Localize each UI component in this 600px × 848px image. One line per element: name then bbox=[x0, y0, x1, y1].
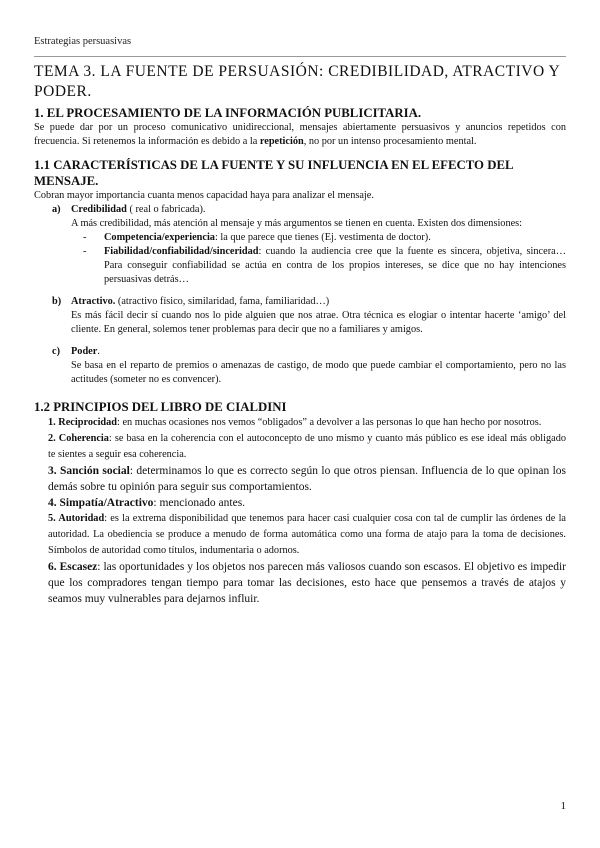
principle-item-coherencia bbox=[48, 431, 566, 463]
principle-title: Escasez bbox=[59, 561, 98, 573]
principle-text: : en muchas ocasiones nos vemos “obligados” a devolver a las personas lo que han hecho por nosotros. bbox=[117, 417, 542, 428]
list-item-title-line bbox=[71, 295, 566, 309]
dash-marker: - bbox=[83, 232, 87, 243]
list-item-title: Poder bbox=[71, 346, 98, 357]
page-title: TEMA 3. LA FUENTE DE PERSUASIÓN: CREDIBILIDAD, ATRACTIVO Y PODER. bbox=[34, 63, 560, 100]
section-1-1-heading: 1.1 CARACTERÍSTICAS DE LA FUENTE Y SU INFLUENCIA EN EL EFECTO DEL MENSAJE. bbox=[34, 158, 513, 188]
dash-item-title: Competencia/experiencia bbox=[104, 232, 215, 243]
dash-item-desc: : cuando la audiencia cree que la fuente es sincera, objetiva, sincera… Para conseguir confiabilidad se actúa en contra de los propios intereses, se dice que no hay intenciones persuasivas detrás… bbox=[104, 246, 566, 285]
list-item-title-line bbox=[71, 345, 566, 359]
list-item-title: Credibilidad bbox=[71, 204, 127, 215]
principle-title: Reciprocidad bbox=[58, 417, 118, 428]
principle-title: Sanción social bbox=[60, 465, 130, 477]
principle-text: : es la extrema disponibilidad que tenemos para hacer casi cualquier cosa con tal de cumplir las órdenes de la autoridad. La obediencia se produce a menudo de forma automática como una forma de atajo para la toma de decisiones. Símbolos de autoridad como títulos, indumentaria o adornos. bbox=[48, 513, 567, 556]
list-item-title: Atractivo. bbox=[71, 296, 116, 307]
dash-item-text bbox=[104, 245, 566, 287]
principle-item-reciprocidad bbox=[48, 415, 566, 431]
dash-marker: - bbox=[83, 246, 87, 257]
section-1-paragraph bbox=[34, 121, 566, 149]
principle-item-simpatia bbox=[48, 495, 566, 511]
dash-item-desc: : la que parece que tienes (Ej. vestimenta de doctor). bbox=[214, 232, 431, 243]
page-number: 1 bbox=[560, 800, 566, 812]
section-1-1-intro: Cobran mayor importancia cuanta menos capacidad haya para analizar el mensaje. bbox=[34, 190, 374, 201]
list-item-credibilidad bbox=[34, 203, 566, 217]
section-1-2-heading: 1.2 PRINCIPIOS DEL LIBRO DE CIALDINI bbox=[34, 400, 287, 414]
dash-item-text bbox=[104, 231, 566, 245]
principle-title: Coherencia bbox=[58, 433, 109, 444]
header-rule bbox=[34, 56, 566, 57]
principle-text: : las oportunidades y los objetos nos parecen más valiosos cuando son escasos. El objetivo es impedir que los compradores tengan tiempo para tomar las decisiones, esto hace que pensemos a través de atajos y seamos muy vulnerables para dejarnos influir. bbox=[48, 561, 566, 605]
list-item-note: . bbox=[97, 346, 100, 357]
list-item-poder bbox=[34, 345, 566, 359]
principle-title: Autoridad bbox=[58, 513, 105, 524]
principle-text: : se basa en la coherencia con el autoconcepto de uno mismo y cuanto más público es ese ideal más obligado te sientes a seguir esa coherencia. bbox=[48, 433, 566, 460]
list-item-title-line bbox=[71, 203, 566, 217]
list-item-note: (atractivo físico, similaridad, fama, familiaridad…) bbox=[115, 296, 330, 307]
principle-number: 5. bbox=[48, 513, 59, 524]
section-1-text-b: , no por un intenso procesamiento mental. bbox=[303, 136, 477, 147]
list-item-body: Es más fácil decir sí cuando nos lo pide alguien que nos atrae. Otra técnica es elogiar o intentar hacerte ‘amigo’ del cliente. En general, solemos tener problemas para decir que no a familiares y amigos. bbox=[71, 310, 566, 335]
principle-item-autoridad bbox=[48, 511, 566, 559]
page-content bbox=[34, 62, 566, 607]
section-1-heading: 1. EL PROCESAMIENTO DE LA INFORMACIÓN PUBLICITARIA. bbox=[34, 106, 422, 120]
list-item-body: Se basa en el reparto de premios o amenazas de castigo, de modo que puede cambiar el comportamiento, pero no las actitudes (someter no es convencer). bbox=[71, 360, 566, 385]
principle-number: 2. bbox=[48, 433, 59, 444]
principle-title: Simpatía/Atractivo bbox=[59, 497, 154, 509]
list-item-atractivo bbox=[34, 295, 566, 309]
section-1-text-a: Se puede dar por un proceso comunicativo unidireccional, mensajes abiertamente persuasivos y anuncios repetidos con frecuencia. Si retenemos la información es debido a la bbox=[34, 122, 566, 147]
list-item-body: A más credibilidad, más atención al mensaje y más argumentos se tienen en cuenta. Existen dos dimensiones: bbox=[71, 218, 523, 229]
section-1-text-bold: repetición bbox=[259, 136, 304, 147]
running-header: Estrategias persuasivas bbox=[34, 36, 132, 47]
list-label: c) bbox=[52, 346, 60, 357]
principle-text: : determinamos lo que es correcto según lo que otros piensan. Influencia de lo que opinan los demás sobre tu opinión para seguir sus comportamientos. bbox=[48, 465, 566, 493]
principle-number: 6. bbox=[48, 561, 60, 573]
dash-item-title: Fiabilidad/confiabilidad/sinceridad bbox=[104, 246, 259, 257]
principle-number: 4. bbox=[48, 497, 60, 509]
principle-item-sancion-social bbox=[48, 463, 566, 495]
list-label: a) bbox=[52, 204, 61, 215]
principle-text: : mencionado antes. bbox=[153, 497, 246, 509]
principle-item-escasez bbox=[48, 559, 566, 607]
list-item-note: ( real o fabricada). bbox=[126, 204, 206, 215]
principle-number: 3. bbox=[48, 465, 60, 477]
principle-number: 1. bbox=[48, 417, 59, 428]
list-label: b) bbox=[52, 296, 62, 307]
dash-item-fiabilidad bbox=[71, 245, 566, 287]
dash-item-competencia bbox=[71, 231, 566, 245]
